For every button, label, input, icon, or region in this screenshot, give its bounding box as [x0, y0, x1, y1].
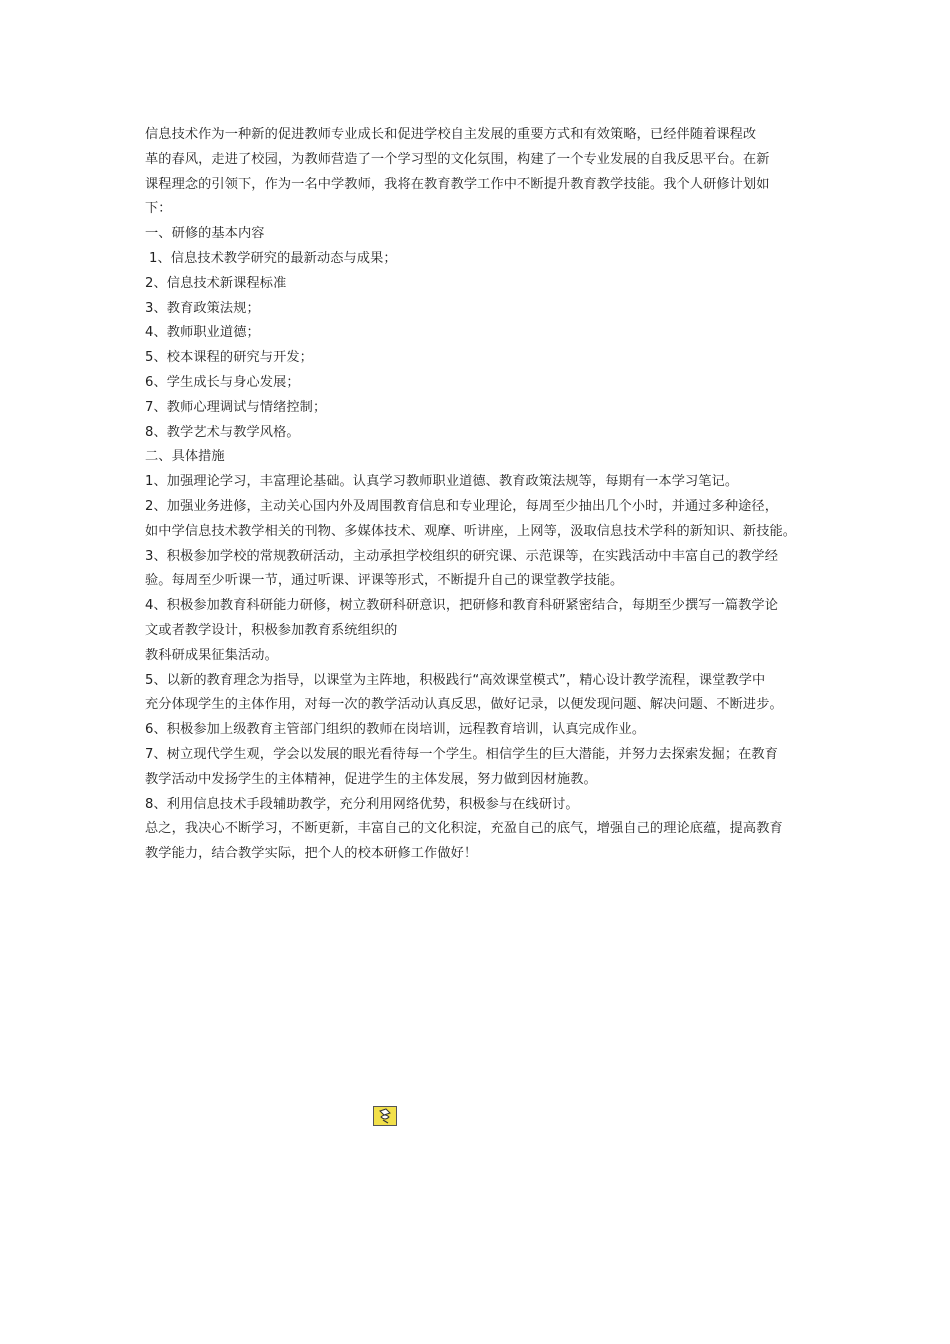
measure-item-7-line-2: 教学活动中发扬学生的主体精神，促进学生的主体发展，努力做到因材施教。: [145, 771, 597, 787]
intro-line-2: 革的春风，走进了校园，为教师营造了一个学习型的文化氛围，构建了一个专业发展的自我反思平台。在新: [145, 151, 770, 167]
content-item-1: 1、信息技术教学研究的最新动态与成果；: [149, 250, 397, 266]
section-heading-2: 二、具体措施: [145, 449, 225, 465]
content-item-2: 2、信息技术新课程标准: [145, 275, 287, 291]
measure-item-8: 8、利用信息技术手段辅助教学，充分利用网络优势，积极参与在线研讨。: [145, 796, 579, 812]
measure-item-6: 6、积极参加上级教育主管部门组织的教师在岗培训，远程教育培训，认真完成作业。: [145, 722, 646, 738]
section-heading-1: 一、研修的基本内容: [145, 226, 265, 242]
intro-line-4: 下：: [145, 201, 172, 217]
content-item-3: 3、教育政策法规；: [145, 300, 260, 316]
measure-item-1: 1、加强理论学习，丰富理论基础。认真学习教师职业道德、教育政策法规等，每期有一本学习笔记。: [145, 474, 739, 490]
intro-line-3: 课程理念的引领下，作为一名中学教师，我将在教育教学工作中不断提升教育教学技能。我个人研修计划如: [145, 176, 770, 192]
document-body: [145, 123, 810, 867]
conclusion-line-1: 总之，我决心不断学习，不断更新，丰富自己的文化积淀，充盈自己的底气，增强自己的理论底蕴，提高教育: [145, 821, 783, 837]
measure-item-2-line-2: 如中学信息技术教学相关的刊物、多媒体技术、观摩、听讲座，上网等，汲取信息技术学科的新知识、新技能。: [145, 523, 797, 539]
measure-item-5-line-1: 5、以新的教育理念为指导，以课堂为主阵地，积极践行“高效课堂模式”，精心设计教学流程，课堂教学中: [145, 672, 766, 688]
content-item-6: 6、学生成长与身心发展；: [145, 374, 300, 390]
embedded-object-glyph: [374, 1107, 396, 1125]
measure-item-3-line-2: 验。每周至少听课一节，通过听课、评课等形式，不断提升自己的课堂教学技能。: [145, 573, 624, 589]
measure-item-2-line-1: 2、加强业务进修，主动关心国内外及周围教育信息和专业理论，每周至少抽出几个小时，并通过多种途径，: [145, 498, 778, 514]
conclusion-line-2: 教学能力，结合教学实际，把个人的校本研修工作做好！: [145, 846, 478, 862]
measure-item-4-line-2: 文或者教学设计，积极参加教育系统组织的: [145, 622, 398, 638]
measure-item-4-line-3: 教科研成果征集活动。: [145, 647, 278, 663]
measure-item-4-line-1: 4、积极参加教育科研能力研修，树立教研科研意识，把研修和教育科研紧密结合，每期至少撰写一篇教学论: [145, 598, 778, 614]
content-item-8: 8、教学艺术与教学风格。: [145, 424, 300, 440]
measure-item-7-line-1: 7、树立现代学生观，学会以发展的眼光看待每一个学生。相信学生的巨大潜能，并努力去探索发掘；在教育: [145, 746, 778, 762]
intro-line-1: 信息技术作为一种新的促进教师专业成长和促进学校自主发展的重要方式和有效策略，已经伴随着课程改: [145, 127, 757, 142]
embedded-object-icon[interactable]: [373, 1106, 397, 1126]
content-item-7: 7、教师心理调试与情绪控制；: [145, 399, 327, 415]
content-item-4: 4、教师职业道德；: [145, 325, 260, 341]
content-item-5: 5、校本课程的研究与开发；: [145, 350, 313, 366]
measure-item-5-line-2: 充分体现学生的主体作用，对每一次的教学活动认真反思，做好记录，以便发现问题、解决问题、不断进步。: [145, 697, 783, 713]
measure-item-3-line-1: 3、积极参加学校的常规教研活动，主动承担学校组织的研究课、示范课等，在实践活动中丰富自己的教学经: [145, 548, 778, 564]
